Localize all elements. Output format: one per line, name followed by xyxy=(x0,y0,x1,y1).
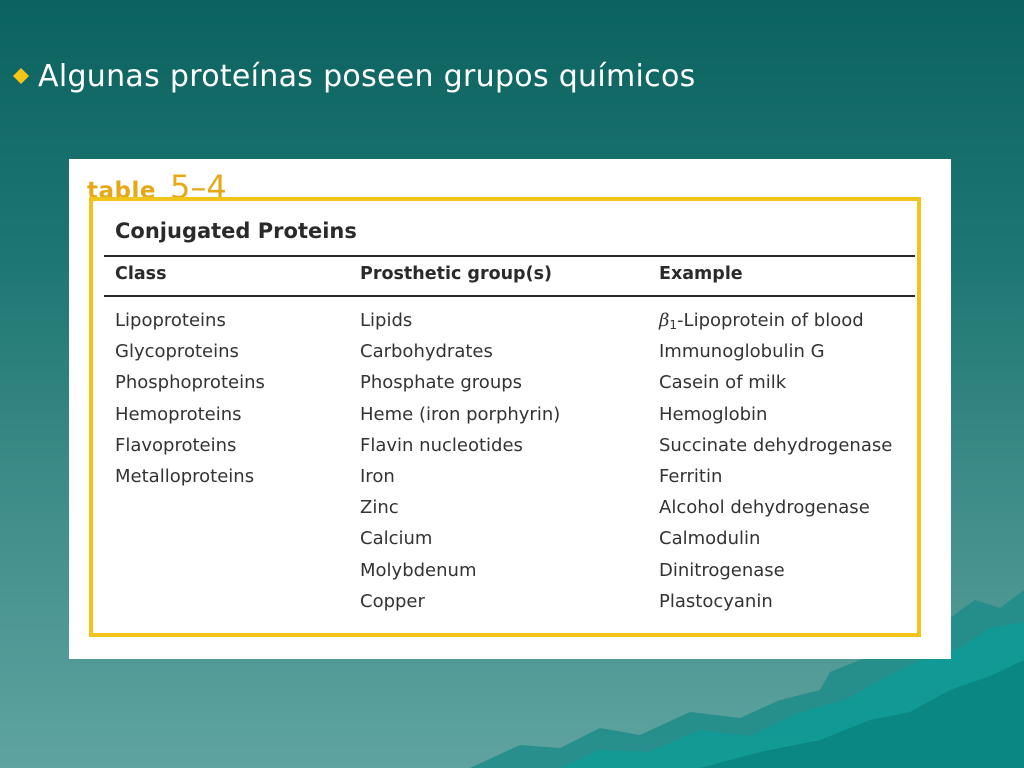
table-row xyxy=(69,560,951,591)
slide-title: Algunas proteínas poseen grupos químicos xyxy=(38,58,696,94)
cell-prosthetic-group: Flavin nucleotides xyxy=(360,434,523,456)
cell-class: Lipoproteins xyxy=(115,310,226,331)
cell-prosthetic-group: Calcium xyxy=(360,528,433,550)
cell-example: Hemoglobin xyxy=(659,403,768,425)
cell-example: Alcohol dehydrogenase xyxy=(659,497,870,519)
cell-prosthetic-group: Zinc xyxy=(360,497,399,519)
slide-bullet-line xyxy=(12,54,696,98)
cell-prosthetic-group: Copper xyxy=(360,590,425,612)
column-header-prosthetic-group: Prosthetic group(s) xyxy=(360,264,552,284)
table-row xyxy=(69,466,951,497)
cell-example: Casein of milk xyxy=(659,372,787,394)
table-caption: Conjugated Proteins xyxy=(115,219,357,243)
cell-example: Calmodulin xyxy=(659,528,761,550)
header-bottom-rule xyxy=(104,295,915,297)
cell-class: Flavoproteins xyxy=(115,434,237,456)
diamond-bullet-icon xyxy=(12,67,38,85)
header-top-rule xyxy=(104,255,915,257)
table-row xyxy=(69,528,951,559)
cell-prosthetic-group: Heme (iron porphyrin) xyxy=(360,403,561,425)
cell-example: Ferritin xyxy=(659,465,723,487)
cell-example: Succinate dehydrogenase xyxy=(659,434,893,456)
table-tag-number: 5–4 xyxy=(169,168,227,206)
table-row xyxy=(69,404,951,435)
table-row xyxy=(69,591,951,622)
beta-symbol: β xyxy=(659,310,670,331)
table-body xyxy=(69,310,951,622)
cell-class: Phosphoproteins xyxy=(115,372,265,394)
column-header-example: Example xyxy=(659,264,743,284)
cell-example xyxy=(659,310,864,332)
cell-prosthetic-group: Phosphate groups xyxy=(360,372,523,394)
beta-subscript: 1 xyxy=(669,318,678,332)
cell-class: Glycoproteins xyxy=(115,341,239,363)
cell-prosthetic-group: Molybdenum xyxy=(360,559,477,581)
column-header-class: Class xyxy=(115,264,167,284)
table-row xyxy=(69,341,951,372)
cell-class: Hemoproteins xyxy=(115,403,242,425)
table-row xyxy=(69,497,951,528)
cell-prosthetic-group: Carbohydrates xyxy=(360,341,493,363)
cell-example: Plastocyanin xyxy=(659,590,773,612)
table-row xyxy=(69,372,951,403)
cell-example: Immunoglobulin G xyxy=(659,341,825,363)
conjugated-proteins-table-figure xyxy=(69,159,951,659)
cell-class: Metalloproteins xyxy=(115,465,255,487)
cell-prosthetic-group: Iron xyxy=(360,465,395,487)
table-tag-word: table xyxy=(87,178,156,204)
cell-example: Dinitrogenase xyxy=(659,559,785,581)
table-row xyxy=(69,435,951,466)
cell-example-text: -Lipoprotein of blood xyxy=(677,310,864,331)
table-row xyxy=(69,310,951,341)
cell-prosthetic-group: Lipids xyxy=(360,310,413,331)
